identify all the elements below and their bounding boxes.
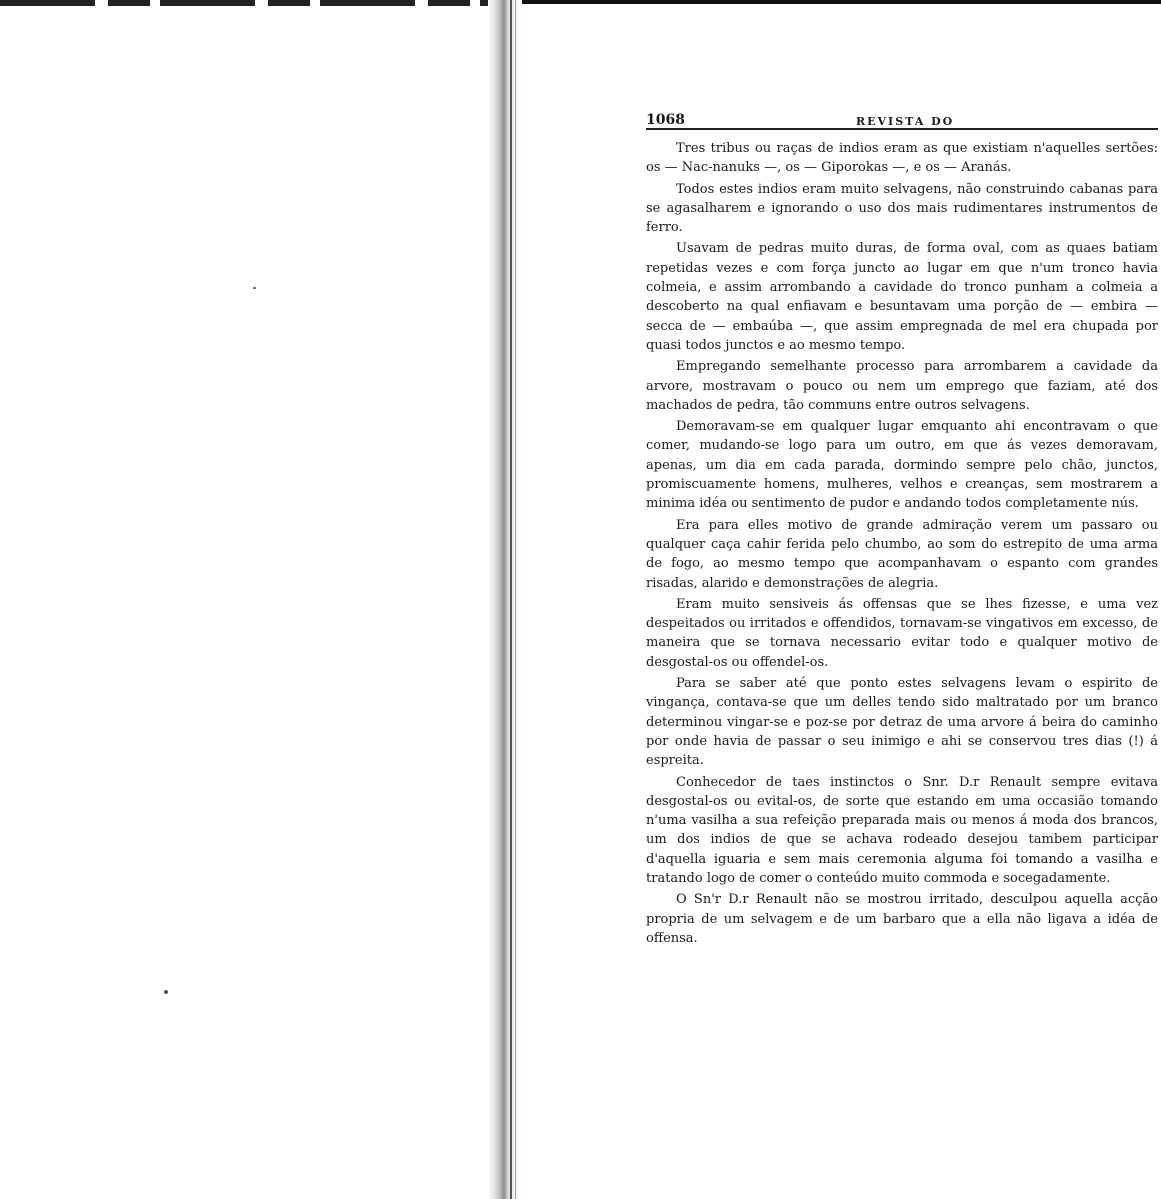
paragraph: Empregando semelhante processo para arrombarem a cavidade da arvore, mostravam o pouco ou nem um emprego que faziam, até dos machados de pedra, tão communs entre outros selvagens. (646, 359, 1158, 413)
running-head-title: REVISTA DO (856, 115, 955, 128)
body-text (646, 139, 1158, 948)
paper-speck (253, 287, 256, 289)
paragraph: Para se saber até que ponto estes selvagens levam o espirito de vingança, contava-se que um delles tendo sido maltratado por um branco determinou vingar-se e poz-se por detraz de uma arvore á beira do caminho por onde havia de passar o seu inimigo e ahi se conservou tres dias (!) á espreita. (646, 676, 1158, 769)
paragraph: Conhecedor de taes instinctos o Snr. D.r Renault sempre evitava desgostal-os ou evital-os, de sorte que estando em uma occasião tomando n'uma vasilha a sua refeição preparada mais ou menos á moda dos brancos, um dos indios de que se achava rodeado desejou tambem participar d'aquella iguaria e sem mais ceremonia alguma foi tomando a vasilha e tratando logo de comer o conteúdo muito commoda e socegadamente. (646, 774, 1158, 886)
paragraph: Usavam de pedras muito duras, de forma oval, com as quaes batiam repetidas vezes e com força juncto ao lugar em que n'um tronco havia colmeia, e assim arrombando a cavidade do tronco punham a colmeia a descoberto na qual enfiavam e besuntavam uma porção de — embira — secca de — embaúba —, que assim empregnada de mel era chupada por quasi todos junctos e ao mesmo tempo. (646, 241, 1158, 353)
page-number: 1068 (646, 112, 685, 128)
paragraph: Todos estes indios eram muito selvagens, não construindo cabanas para se agasalharem e ignorando o uso dos mais rudimentares instrumentos de ferro. (646, 181, 1158, 236)
running-head (646, 106, 1158, 130)
paper-speck (164, 990, 168, 994)
paragraph: Demoravam-se em qualquer lugar emquanto ahi encontravam o que comer, mudando-se logo para um outro, em que ás vezes demoravam, apenas, um dia em cada parada, dormindo sempre pelo chão, junctos, promiscuamente homens, mulheres, velhos e creanças, sem mostrarem a minima idéa ou sentimento de pudor e andando todos completamente nús. (646, 419, 1158, 512)
gutter-fold-line-secondary (515, 0, 516, 1199)
paragraph: Era para elles motivo de grande admiração verem um passaro ou qualquer caça cahir ferida pelo chumbo, ao som do estrepito de uma arma de fogo, ao mesmo tempo que acompanhavam o espanto com grandes risadas, alarido e demonstrações de alegria. (646, 517, 1158, 591)
paragraph: Eram muito sensiveis ás offensas que se lhes fizesse, e uma vez despeitados ou irritados e offendidos, tornavam-se vingativos em excesso, de maneira que se tornava necessario evitar todo e qualquer motivo de desgostal-os ou offendel-os. (646, 596, 1158, 670)
paragraph: O Sn'r D.r Renault não se mostrou irritado, desculpou aquella acção propria de um selvagem e de um barbaro que a ella não ligava a idéa de offensa. (646, 892, 1158, 946)
book-gutter (488, 0, 522, 1199)
right-page (646, 106, 1158, 950)
gutter-fold-line (510, 0, 512, 1199)
paragraph: Tres tribus ou raças de indios eram as que existiam n'aquelles sertões: os — Nac-nanuks —, os — Giporokas —, e os — Aranás. (646, 141, 1158, 176)
top-edge-rule-left (0, 0, 490, 6)
